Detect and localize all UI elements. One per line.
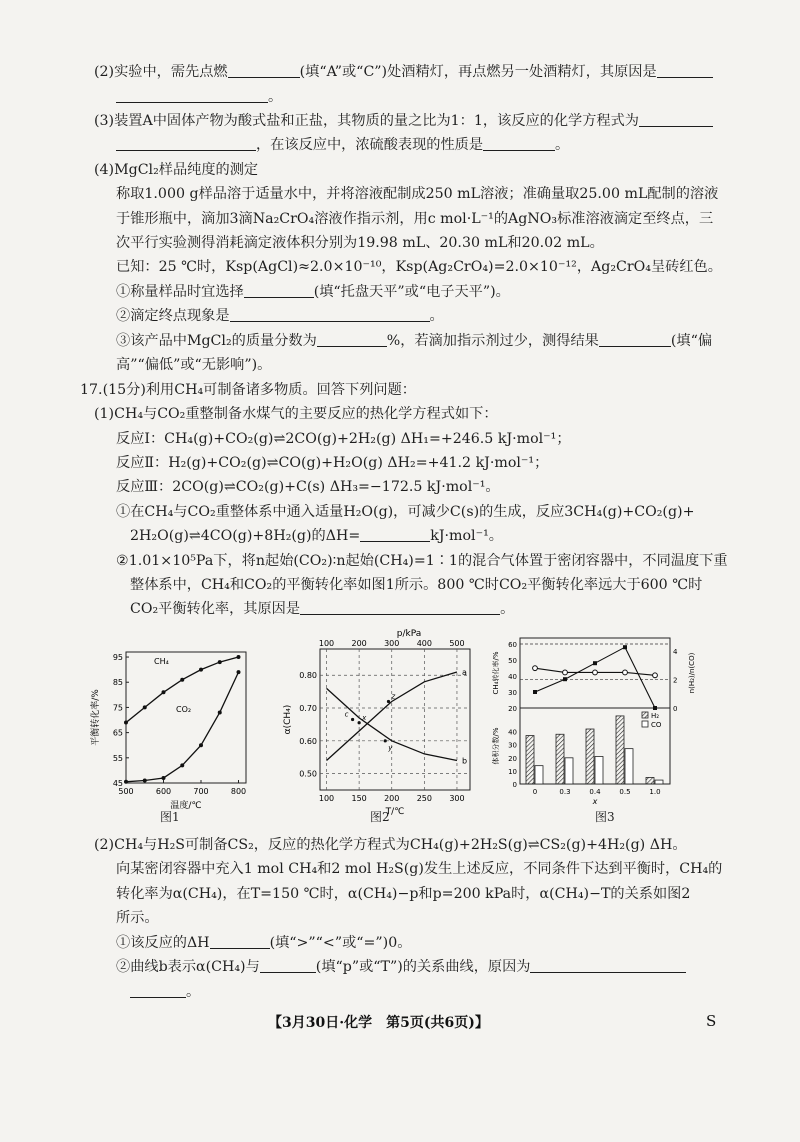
text: ①该反应的ΔH <box>116 935 210 951</box>
data-point <box>199 743 203 747</box>
y-tick-label: 20 <box>508 705 517 713</box>
point-label: y <box>388 743 393 752</box>
data-point <box>593 661 597 665</box>
y-axis-label: 平衡转化率/% <box>91 689 101 746</box>
figure-3-chart <box>488 628 703 810</box>
y-axis-label: 体积分数/% <box>492 727 500 765</box>
version-mark: S <box>706 1012 717 1030</box>
y-tick-label: 85 <box>112 678 123 688</box>
y-tick-label: 30 <box>508 741 517 750</box>
answer-blank[interactable] <box>530 958 686 973</box>
figure-1-chart <box>86 640 266 820</box>
text: ②曲线b表示α(CH₄)与 <box>116 959 260 975</box>
q17-q2-line3 <box>130 600 514 618</box>
point-label: c <box>344 710 349 719</box>
x-tick-label: 150 <box>351 794 367 803</box>
data-point <box>593 670 598 675</box>
data-point <box>218 660 222 664</box>
answer-blank[interactable] <box>116 136 256 151</box>
y2-tick-label: 4 <box>673 648 678 657</box>
marked-point <box>351 718 354 721</box>
q16-part3-line2: ，在该反应中，浓硫酸表现的性质是 。 <box>116 136 569 154</box>
q16-part4-title: (4)MgCl₂样品纯度的测定 <box>94 162 259 178</box>
q16-part3-line1 <box>94 112 713 130</box>
y-tick-label: 40 <box>508 728 517 737</box>
y-tick-label: 65 <box>112 728 123 738</box>
data-point <box>143 705 147 709</box>
x-tick-label: 700 <box>193 787 209 796</box>
data-point <box>237 655 241 659</box>
data-point <box>533 666 538 671</box>
answer-blank[interactable] <box>244 283 314 298</box>
data-point <box>563 677 567 681</box>
q17-part2-line2: 向某密闭容器中充入1 mol CH₄和2 mol H₂S(g)发生上述反应，不同条件下达到平衡时，CH₄的 <box>116 861 723 877</box>
text: 2H₂O(g)⇌4CO(g)+8H₂(g)的ΔH= <box>130 528 361 544</box>
bar <box>595 757 603 784</box>
q16-part4-known: 已知：25 ℃时，Ksp(AgCl)≈2.0×10⁻¹⁰，Ksp(Ag₂CrO₄)=2.0×10⁻¹²，Ag₂CrO₄呈砖红色。 <box>116 259 722 275</box>
bar <box>535 766 543 784</box>
data-point <box>180 763 184 767</box>
data-point <box>563 670 568 675</box>
x2-axis-label: p/kPa <box>396 629 422 639</box>
y-tick-label: 95 <box>112 653 123 663</box>
bar <box>646 777 654 784</box>
q16-part4-text: 称取1.000 g样品溶于适量水中，并将溶液配制成250 mL溶液；准确量取25.00 mL配制的溶液 <box>116 186 719 202</box>
y-axis-label: CH₄转化率/% <box>492 651 500 695</box>
bar <box>625 749 633 784</box>
answer-blank[interactable] <box>228 63 300 78</box>
text: (填“p”或“T”)的关系曲线，原因为 <box>315 959 531 975</box>
legend-swatch <box>642 721 648 727</box>
y2-axis-label: n(H₂)/n(CO) <box>688 652 696 694</box>
answer-blank[interactable] <box>599 332 671 347</box>
figure-2-chart <box>280 625 490 825</box>
x2-tick-label: 500 <box>449 639 465 648</box>
data-point <box>218 710 222 714</box>
data-point <box>237 670 241 674</box>
legend-label: H₂ <box>651 712 660 720</box>
y-axis-label: α(CH₄) <box>283 704 293 735</box>
marked-point <box>358 721 361 724</box>
y-tick-label: 75 <box>112 703 123 713</box>
reaction-3: 反应Ⅲ：2CO(g)⇌CO₂(g)+C(s) ΔH₃=−172.5 kJ·mol⁻¹。 <box>116 479 500 495</box>
data-point <box>143 778 147 782</box>
x2-tick-label: 300 <box>384 639 400 648</box>
y-tick-label: 40 <box>508 673 517 681</box>
data-point <box>162 776 166 780</box>
text: (填“A”或“C”)处酒精灯，再点燃另一处酒精灯，其原因是 <box>299 64 657 80</box>
marked-point <box>387 700 390 703</box>
data-point <box>623 670 628 675</box>
bar <box>526 736 534 784</box>
x-tick-label: 0 <box>532 788 538 796</box>
answer-blank[interactable] <box>300 600 500 615</box>
q16-part4-text: 次平行实验测得消耗滴定液体积分别为19.98 mL、20.30 mL和20.02 mL。 <box>116 235 604 251</box>
x-tick-label: 250 <box>416 794 432 803</box>
data-point <box>124 721 128 725</box>
q16-part2-line1 <box>94 63 713 81</box>
q16-part4-q2: ②滴定终点现象是 。 <box>116 308 444 324</box>
text: (填“托盘天平”或“电子天平”)。 <box>313 284 510 300</box>
data-point <box>623 645 627 649</box>
answer-blank[interactable] <box>639 112 713 127</box>
bar <box>616 716 624 784</box>
y-tick-label: 0.70 <box>299 704 317 714</box>
x2-tick-label: 200 <box>351 639 367 648</box>
q17-q1-line2 <box>130 527 503 545</box>
x-axis-label: T/℃ <box>385 807 405 817</box>
page-footer: 【3月30日·化学 第5页(共6页)】 <box>268 1015 489 1031</box>
text: CO₂平衡转化率，其原因是 <box>130 601 301 617</box>
q16-part4-q3-cont: 高”“偏低”或“无影响”)。 <box>116 357 272 373</box>
x-tick-label: 200 <box>384 794 400 803</box>
y-tick-label: 0.80 <box>299 671 317 681</box>
data-point <box>199 668 203 672</box>
q17-part2-q2 <box>116 958 686 976</box>
y-tick-label: 45 <box>112 779 123 788</box>
series-label: a <box>461 667 467 677</box>
text: ②滴定终点现象是 <box>116 308 230 324</box>
x-tick-label: 0.5 <box>619 788 631 796</box>
q17-heading: 17.(15分)利用CH₄可制备诸多物质。回答下列问题： <box>80 382 416 398</box>
series-label: b <box>461 756 468 766</box>
y-tick-label: 55 <box>112 753 123 763</box>
y-tick-label: 60 <box>508 641 517 649</box>
data-point <box>162 690 166 694</box>
q17-q2-line1: ②1.01×10⁵Pa下，将n起始(CO₂)∶n起始(CH₄)=1∶1的混合气体置于密闭容器中，不同温度下重 <box>116 553 728 569</box>
figure-1-caption: 图1 <box>160 810 180 824</box>
q17-q1-line1: ①在CH₄与CO₂重整体系中通入适量H₂O(g)，可减少C(s)的生成，反应3CH₄(g)+CO₂(g)+ <box>116 504 695 520</box>
point-label: x <box>362 713 367 722</box>
q17-part2-q1 <box>116 934 411 952</box>
legend-swatch <box>642 712 648 718</box>
text: ③该产品中MgCl₂的质量分数为 <box>116 333 317 349</box>
answer-blank[interactable] <box>360 527 430 542</box>
q16-part4-q3 <box>116 332 712 350</box>
series-label: CO₂ <box>176 705 192 714</box>
point-label: z <box>391 692 396 701</box>
answer-blank[interactable] <box>317 332 387 347</box>
q16-part2-line2: 。 <box>116 88 282 106</box>
text: %，若滴加指示剂过少，测得结果 <box>386 333 599 349</box>
y-tick-label: 20 <box>508 754 517 763</box>
q17-q2-line2: 整体系中，CH₄和CO₂的平衡转化率如图1所示。800 ℃时CO₂平衡转化率远大于600 ℃时 <box>130 577 703 593</box>
x-axis-label: 温度/℃ <box>170 801 202 811</box>
text: (3)装置A中固体产物为酸式盐和正盐，其物质的量之比为1：1，该反应的化学方程式为 <box>94 113 639 129</box>
y-tick-label: 50 <box>508 657 517 665</box>
x2-tick-label: 400 <box>416 639 432 648</box>
answer-blank[interactable] <box>483 136 555 151</box>
legend-label: CO <box>651 721 662 729</box>
x-tick-label: 300 <box>449 794 465 803</box>
answer-blank[interactable] <box>260 958 316 973</box>
plot-frame <box>320 649 470 790</box>
x-tick-label: 100 <box>318 794 335 803</box>
q16-part4-text: 于锥形瓶中，滴加3滴Na₂CrO₄溶液作指示剂，用c mol·L⁻¹的AgNO₃标准溶液滴定至终点，三 <box>116 211 714 227</box>
series-line <box>535 647 655 708</box>
text: (填“偏 <box>670 333 713 349</box>
text: 。 <box>500 601 515 617</box>
answer-blank[interactable] <box>116 88 268 103</box>
q17-part2-line1: (2)CH₄与H₂S可制备CS₂，反应的热化学方程式为CH₄(g)+2H₂S(g)⇌CS₂(g)+4H₂(g) ΔH。 <box>94 837 687 853</box>
q17-part1-title: (1)CH₄与CO₂重整制备水煤气的主要反应的热化学方程式如下： <box>94 406 498 422</box>
x-tick-label: 1.0 <box>649 788 661 796</box>
plot-frame <box>126 652 246 783</box>
x-tick-label: 600 <box>155 787 172 796</box>
q17-part2-line4: 所示。 <box>116 910 159 926</box>
y2-tick-label: 2 <box>673 676 678 685</box>
answer-blank[interactable] <box>657 63 713 78</box>
data-point <box>533 690 537 694</box>
figure-3-caption: 图3 <box>595 810 615 824</box>
data-point <box>653 673 658 678</box>
x2-tick-label: 100 <box>318 639 335 648</box>
answer-blank[interactable] <box>230 307 430 322</box>
y-tick-label: 0 <box>512 781 517 789</box>
bar <box>565 758 573 784</box>
y-tick-label: 30 <box>508 689 517 697</box>
data-point <box>124 780 128 784</box>
q17-part2-q2-cont <box>130 983 200 1001</box>
text: 。 <box>186 984 201 1000</box>
bar <box>655 780 663 784</box>
reaction-1: 反应Ⅰ：CH₄(g)+CO₂(g)⇌2CO(g)+2H₂(g) ΔH₁=+246.5 kJ·mol⁻¹； <box>116 431 571 447</box>
x-tick-label: 800 <box>230 787 247 796</box>
q16-part4-q1 <box>116 283 510 301</box>
text: (填“>”“<”或“=”)0。 <box>269 935 412 951</box>
data-point <box>180 678 184 682</box>
bar <box>586 729 594 784</box>
q17-part2-line3: 转化率为α(CH₄)，在T=150 ℃时，α(CH₄)−p和p=200 kPa时，α(CH₄)−T的关系如图2 <box>116 886 691 902</box>
text: ①称量样品时宜选择 <box>116 284 244 300</box>
answer-blank[interactable] <box>130 983 186 998</box>
x-axis-label: x <box>592 797 598 806</box>
bar <box>556 734 564 784</box>
data-point <box>653 706 657 710</box>
figure-2-caption: 图2 <box>370 810 390 824</box>
text: kJ·mol⁻¹。 <box>430 528 503 544</box>
x-tick-label: 500 <box>118 787 134 796</box>
series-label: CH₄ <box>154 657 169 666</box>
y2-tick-label: 0 <box>673 705 678 713</box>
y-tick-label: 10 <box>508 767 517 776</box>
marked-point <box>384 739 387 742</box>
x-tick-label: 0.4 <box>589 788 601 796</box>
text: (2)实验中，需先点燃 <box>94 64 228 80</box>
x-tick-label: 0.3 <box>559 788 571 796</box>
y-tick-label: 0.50 <box>299 769 317 779</box>
text: ，在该反应中，浓硫酸表现的性质是 <box>256 137 484 153</box>
reaction-2: 反应Ⅱ：H₂(g)+CO₂(g)⇌CO(g)+H₂O(g) ΔH₂=+41.2 kJ·mol⁻¹； <box>116 455 549 471</box>
answer-blank[interactable] <box>210 934 270 949</box>
y-tick-label: 0.60 <box>299 736 317 746</box>
